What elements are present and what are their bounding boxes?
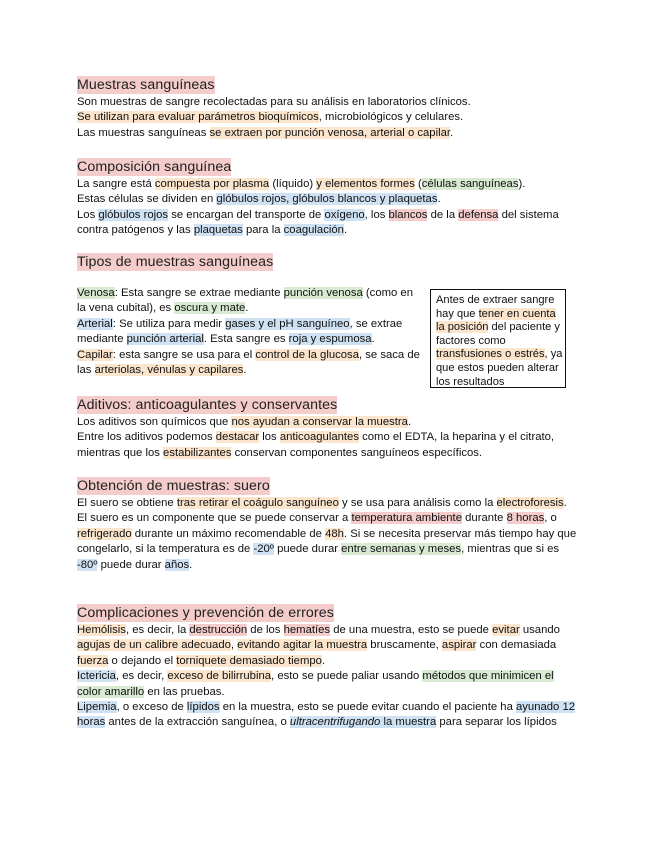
section-complicaciones — [77, 604, 577, 731]
paragraph: Son muestras de sangre recolectadas para su análisis en laboratorios clínicos. — [77, 96, 471, 108]
paragraph-venosa: Venosa: Esta sangre se extrae mediante punción venosa (como en la vena cubital), es oscura y mate. — [77, 287, 413, 315]
section-composicion-sanguinea — [77, 158, 577, 239]
paragraph: Los aditivos son químicos que nos ayudan a conservar la muestra. — [77, 416, 412, 428]
paragraph: El suero se obtiene tras retirar el coágulo sanguíneo y se usa para análisis como la electroforesis. — [77, 497, 567, 509]
note-box: Antes de extraer sangre hay que tener en cuenta la posición del paciente y factores como transfusiones o estrés, ya que estos pueden alterar los resultados — [430, 289, 566, 388]
heading-complicaciones: Complicaciones y prevención de errores — [77, 605, 334, 621]
paragraph-hemolisis: Hemólisis, es decir, la destrucción de los hematíes de una muestra, esto se puede evitar usando agujas de un calibre adecuado, evitando agitar la muestra bruscamente, aspirar con demasiada fuerza o dejando el torniquete demasiado tiempo. — [77, 624, 560, 667]
section-muestras-sanguineas — [77, 76, 577, 141]
paragraph: La sangre está compuesta por plasma (líquido) y elementos formes (células sanguíneas). — [77, 178, 526, 190]
paragraph-lipemia: Lipemia, o exceso de lípidos en la muestra, esto se puede evitar cuando el paciente ha ayunado 12 horas antes de la extracción sanguínea, o ultracentrifugando la muestra para separar los lípidos — [77, 701, 576, 729]
paragraph: Los glóbulos rojos se encargan del transporte de oxígeno, los blancos de la defensa del sistema contra patógenos y las plaquetas para la coagulación. — [77, 208, 559, 237]
section-aditivos — [77, 396, 577, 461]
heading-suero: Obtención de muestras: suero — [77, 478, 270, 494]
heading-composicion-sanguinea: Composición sanguínea — [77, 159, 232, 175]
paragraph: Entre los aditivos podemos destacar los anticoagulantes como el EDTA, la heparina y el citrato, mientras que los estabilizantes conservan componentes sanguíneos específicos. — [77, 431, 555, 459]
heading-aditivos: Aditivos: anticoagulantes y conservantes — [77, 397, 338, 413]
paragraph: Las muestras sanguíneas se extraen por punción venosa, arterial o capilar. — [77, 126, 454, 139]
heading-tipos-muestras: Tipos de muestras sanguíneas — [77, 254, 274, 270]
paragraph: El suero es un componente que se puede conservar a temperatura ambiente durante 8 horas, o refrigerado durante un máximo recomendable de 48h. Si se necesita preservar más tiempo hay que congelarlo, si la temperatura es de -20º puede durar entre semanas y meses, mientras que si es -80º puede durar años. — [77, 512, 577, 571]
heading-muestras-sanguineas: Muestras sanguíneas — [77, 77, 215, 93]
paragraph-capilar: Capilar: esta sangre se usa para el control de la glucosa, se saca de las arteriolas, vénulas y capilares. — [77, 348, 420, 377]
paragraph: Estas células se dividen en glóbulos rojos, glóbulos blancos y plaquetas. — [77, 193, 441, 206]
section-suero — [77, 477, 577, 573]
paragraph-ictericia: Ictericia, es decir, exceso de bilirrubina, esto se puede paliar usando métodos que minimicen el color amarillo en las pruebas. — [77, 670, 554, 698]
paragraph-arterial: Arterial: Se utiliza para medir gases y el pH sanguíneo, se extrae mediante punción arterial. Esta sangre es roja y espumosa. — [77, 317, 403, 346]
paragraph: Se utilizan para evaluar parámetros bioquímicos, microbiológicos y celulares. — [77, 111, 464, 124]
